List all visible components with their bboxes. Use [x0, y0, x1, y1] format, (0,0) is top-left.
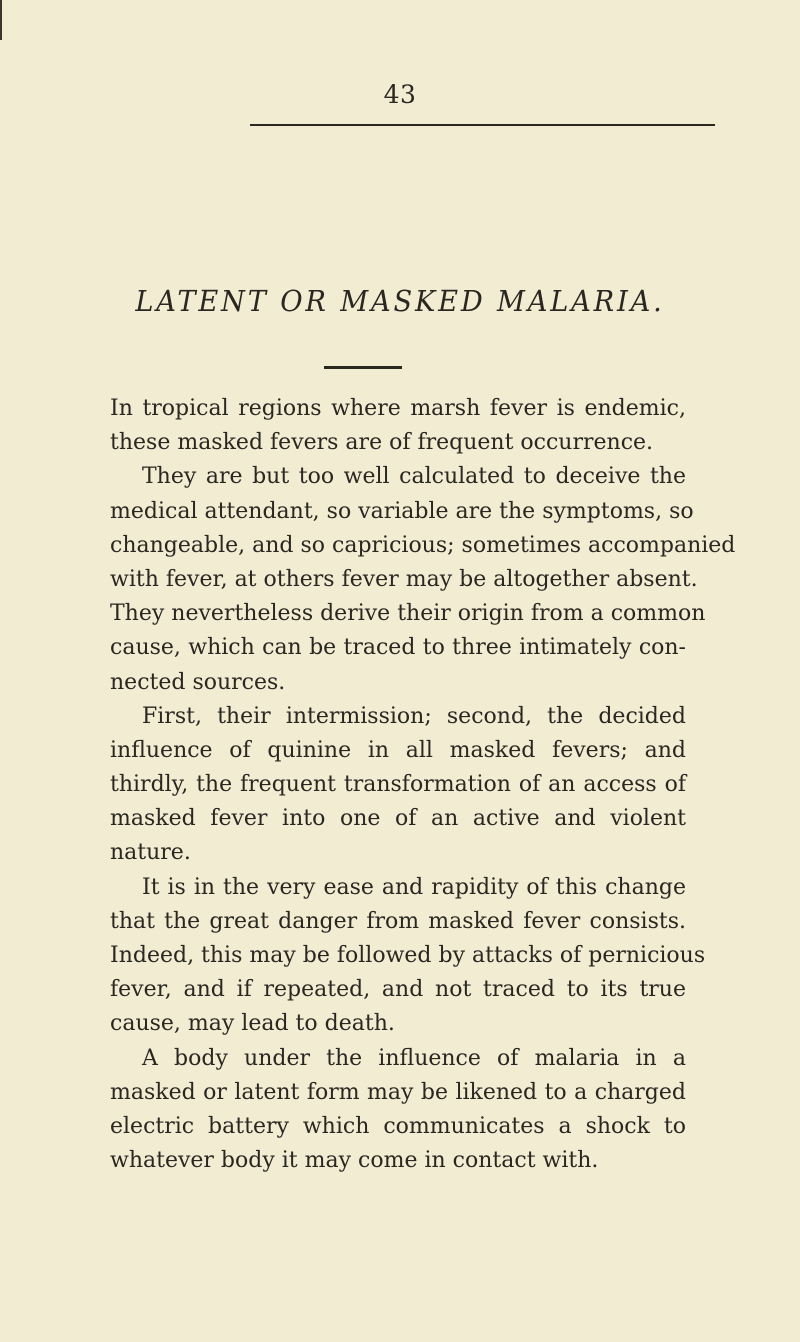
text-line: cause, which can be traced to three intimately con- [110, 635, 686, 661]
text-line: nature. [110, 840, 191, 866]
text-line: medical attendant, so variable are the symptoms, so [110, 498, 694, 524]
text-line: They are but too well calculated to deceive the [142, 464, 686, 490]
text-line: fever, and if repeated, and not traced to its true [110, 977, 686, 1003]
text-line: thirdly, the frequent transformation of an access of [110, 772, 686, 798]
page-number: 43 [383, 80, 417, 109]
text-line: changeable, and so capricious; sometimes accompanied [110, 532, 736, 558]
text-line: whatever body it may come in contact with. [110, 1148, 599, 1174]
text-line: cause, may lead to death. [110, 1011, 395, 1037]
header-rule [250, 124, 715, 126]
chapter-title: LATENT OR MASKED MALARIA. [135, 284, 665, 318]
text-line: these masked fevers are of frequent occurrence. [110, 430, 654, 456]
text-line: They nevertheless derive their origin from a common [110, 601, 706, 627]
text-line: It is in the very ease and rapidity of this change [142, 874, 686, 900]
text-line: electric battery which communicates a shock to [110, 1113, 686, 1139]
title-rule [324, 366, 402, 369]
body-text [110, 392, 736, 1178]
text-line: A body under the influence of malaria in a [142, 1045, 686, 1071]
text-line: In tropical regions where marsh fever is endemic, [110, 396, 686, 421]
text-line: First, their intermission; second, the decided [142, 703, 686, 729]
text-line: Indeed, this may be followed by attacks of pernicious [110, 943, 706, 968]
text-line: influence of quinine in all masked fevers; and [110, 737, 686, 763]
text-line: masked or latent form may be likened to a charged [110, 1079, 686, 1105]
text-line: with fever, at others fever may be altogether absent. [110, 566, 698, 592]
text-line: masked fever into one of an active and violent [110, 806, 686, 832]
page-edge-mark [0, 0, 2, 40]
text-line: that the great danger from masked fever consists. [110, 908, 686, 934]
text-line: nected sources. [110, 669, 286, 695]
